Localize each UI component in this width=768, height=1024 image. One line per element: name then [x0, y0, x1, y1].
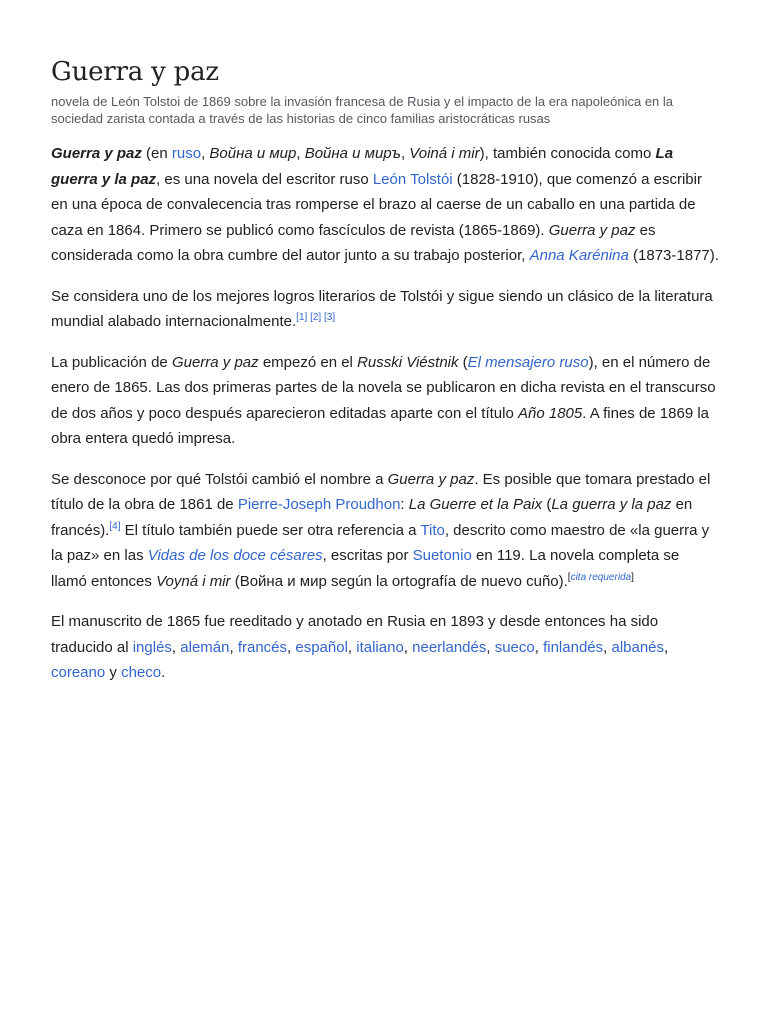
text: , — [201, 145, 210, 162]
page-subtitle: novela de León Tolstoi de 1869 sobre la invasión francesa de Rusia y el impacto de la era napoleónica en la sociedad zarista contada a través de las historias de cinco familias aristocráticas rusas — [51, 94, 674, 126]
link-anna-karenina[interactable] — [530, 247, 629, 264]
text: . — [161, 664, 166, 681]
text: , — [400, 145, 410, 162]
article — [51, 54, 719, 701]
text: Se considera uno de los mejores logros literarios de Tolstói y sigue siendo un clásico de la literatura mundial alabado internacionalmente. — [51, 287, 713, 330]
text: , — [287, 638, 296, 656]
text: , — [296, 145, 305, 162]
link-finlandes[interactable]: finlandés — [543, 638, 604, 656]
link-ruso[interactable]: ruso — [171, 145, 202, 162]
link-suetonio[interactable]: Suetonio — [412, 547, 472, 564]
text: Se desconoce por qué Tolstói cambió el nombre a — [51, 470, 388, 488]
text: ), en el número de enero de 1865. Las dos primeras partes de la novela se publicaron en dicha revista en el transcurso de dos años y poco después aparecieron editadas aparte con el título — [51, 353, 716, 422]
text: La publicación de — [51, 353, 172, 371]
text: y — [105, 664, 122, 681]
text: , — [171, 638, 181, 656]
text: , — [229, 638, 238, 656]
paragraph-title-origin — [51, 467, 719, 595]
text: , es una novela del escritor ruso — [156, 170, 373, 188]
term-guerra-y-paz: Guerra y paz — [51, 145, 142, 162]
link-italiano[interactable]: italiano — [356, 638, 404, 656]
link-neerlandes[interactable]: neerlandés — [412, 638, 487, 656]
link-sueco[interactable]: sueco — [494, 638, 535, 656]
term-ano-1805: Año 1805 — [518, 404, 583, 422]
link-albanes[interactable]: albanés — [611, 638, 665, 656]
text: El manuscrito de 1865 fue reeditado y anotado en Rusia en 1893 y desde entonces ha sido traducido al — [51, 613, 659, 656]
text: es considerada como la obra cumbre del autor junto a su trabajo posterior, — [51, 221, 656, 264]
text: en francés). — [51, 496, 693, 539]
text: , — [403, 638, 413, 656]
term-transliteration: Voiná i mir — [409, 145, 480, 162]
paragraph-intro — [51, 141, 719, 269]
term-guerra-y-paz: Guerra y paz — [387, 470, 475, 488]
term-la-guerre-et-la-paix: La Guerre et la Paix — [408, 496, 543, 513]
link-el-mensajero-ruso-label: El mensajero ruso — [467, 353, 589, 371]
link-aleman[interactable]: alemán — [180, 638, 230, 656]
link-tito[interactable]: Tito — [420, 521, 445, 539]
term-russian-old-title: Война и миръ — [304, 145, 401, 162]
page-title: Guerra y paz — [51, 57, 219, 87]
text: , — [486, 638, 495, 656]
text: (1828-1910), que comenzó a escribir en una época de convalecencia tras romperse el brazo al caerse de un caballo en una partida de caza en 1864. Primero se publicó como fascículos de revista (1865-1869). — [51, 170, 702, 239]
text: ), también conocida como — [479, 145, 656, 162]
text: ( — [542, 496, 552, 513]
term-guerra-y-paz: Guerra y paz — [171, 353, 259, 371]
link-frances[interactable]: francés — [237, 638, 288, 656]
text: , — [664, 638, 669, 656]
text: empezó en el — [258, 353, 358, 371]
citation-needed-link[interactable]: cita requerida — [570, 571, 632, 583]
link-proudhon[interactable]: Pierre-Joseph Proudhon — [237, 496, 401, 513]
term-la-guerra-y-la-paz: La guerra y la paz — [51, 145, 674, 188]
text: . Es posible que tomara prestado el título de la obra de 1861 de — [51, 470, 711, 513]
cita-bracket-close: ] — [631, 571, 634, 583]
text: , — [603, 638, 612, 656]
text: El título también puede ser otra referencia a — [120, 521, 421, 539]
link-vidas-doce-cesares-label: Vidas de los doce césares — [147, 547, 323, 564]
link-ingles[interactable]: inglés — [132, 638, 172, 656]
reference-3[interactable]: [3] — [323, 312, 336, 323]
reference-2[interactable]: [2] — [310, 312, 322, 323]
reference-4[interactable]: [4] — [109, 520, 121, 532]
text: , descrito como maestro de «la guerra y la paz» en las — [51, 521, 710, 564]
link-espanol[interactable]: español — [295, 638, 348, 656]
text: ( — [458, 353, 468, 371]
link-anna-karenina-label: Anna Karénina — [529, 247, 629, 264]
link-checo[interactable]: checo — [121, 664, 162, 681]
text: (en — [141, 145, 172, 162]
text: (1873-1877). — [628, 247, 719, 264]
text: . A fines de 1869 la obra entera quedó impresa. — [51, 404, 710, 447]
paragraph-acclaim — [51, 284, 719, 335]
paragraph-publication — [51, 350, 719, 452]
text: en 119. La novela completa se llamó entonces — [51, 547, 680, 590]
term-la-guerra-y-la-paz: La guerra y la paz — [551, 496, 672, 513]
text: , escritas por — [322, 547, 413, 564]
link-coreano[interactable]: coreano — [51, 664, 106, 681]
link-el-mensajero-ruso[interactable] — [468, 354, 589, 371]
link-leon-tolstoi[interactable]: León Tolstói — [372, 170, 453, 188]
text: , — [347, 638, 357, 656]
text: (Война и мир según la ortografía de nuevo cuño). — [230, 572, 568, 590]
text: , — [534, 638, 544, 656]
term-guerra-y-paz: Guerra y paz — [548, 221, 636, 239]
link-vidas-doce-cesares[interactable] — [148, 547, 323, 564]
cita-bracket-open: [ — [567, 571, 571, 583]
term-russian-title: Война и мир — [209, 145, 297, 162]
term-voyna-i-mir: Voyná i mir — [156, 572, 231, 590]
text: : — [400, 496, 409, 513]
term-russki-viestnik: Russki Viéstnik — [357, 353, 459, 371]
reference-1[interactable]: [1] — [296, 312, 308, 323]
paragraph-translations — [51, 609, 719, 686]
